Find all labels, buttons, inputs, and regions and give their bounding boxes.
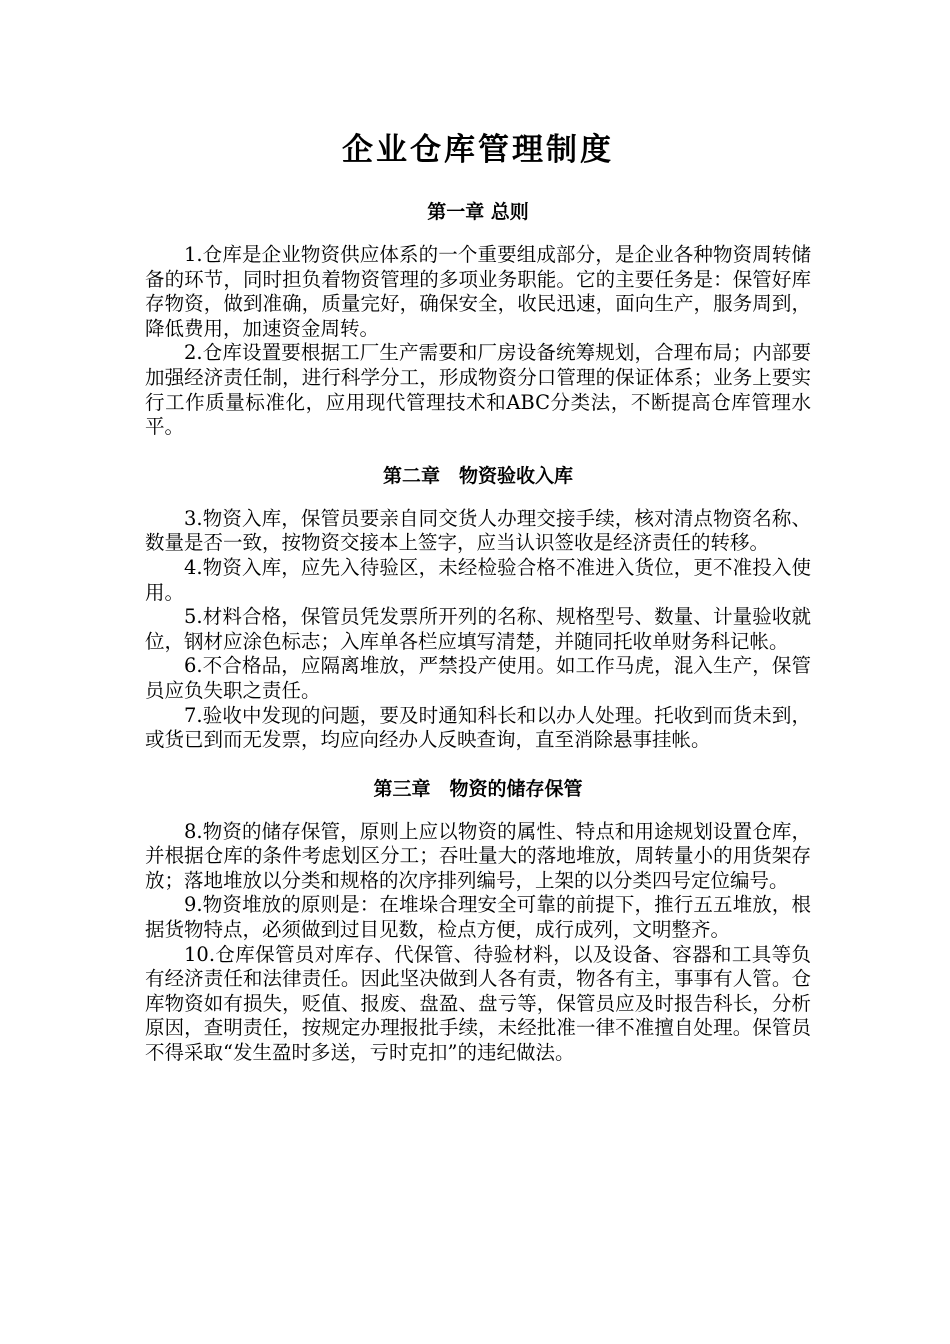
paragraph-2: 2.仓库设置要根据工厂生产需要和厂房设备统筹规划，合理布局；内部要加强经济责任制，进行科学分工，形成物资分口管理的保证体系；业务上要实行工作质量标准化，应用现代管理技术和ABC分类法，不断提高仓库管理水平。 bbox=[145, 341, 811, 439]
chapter-heading: 第二章 物资验收入库 bbox=[382, 464, 573, 487]
paragraph-6: 6.不合格品，应隔离堆放，严禁投产使用。如工作马虎，混入生产，保管员应负失职之责任。 bbox=[145, 654, 811, 702]
paragraph-3: 3.物资入库，保管员要亲自同交货人办理交接手续，核对清点物资名称、数量是否一致，按物资交接本上签字，应当认识签收是经济责任的转移。 bbox=[145, 506, 811, 555]
paragraph-7: 7.验收中发现的问题，要及时通知科长和以办人处理。托收到而货未到，或货已到而无发票，均应向经办人反映查询，直至消除悬事挂帐。 bbox=[145, 703, 811, 752]
paragraph-1: 1.仓库是企业物资供应体系的一个重要组成部分，是企业各种物资周转储备的环节，同时担负着物资管理的多项业务职能。它的主要任务是：保管好库存物资，做到准确，质量完好，确保安全，收民迅速，面向生产，服务周到，降低费用，加速资金周转。 bbox=[145, 243, 811, 340]
chapter-1 bbox=[145, 198, 811, 440]
paragraph-5: 5.材料合格，保管员凭发票所开列的名称、规格型号、数量、计量验收就位，钢材应涂色标志；入库单各栏应填写清楚，并随同托收单财务科记帐。 bbox=[145, 605, 811, 653]
chapter-heading: 第一章 总则 bbox=[427, 201, 529, 223]
paragraph-10: 10.仓库保管员对库存、代保管、待验材料，以及设备、容器和工具等负有经济责任和法律责任。因此坚决做到人各有责，物各有主，事事有人管。仓库物资如有损失，贬值、报废、盘盈、盘亏等，保管员应及时报告科长，分析原因，查明责任，按规定办理报批手续，未经批准一律不准擅自处理。保管员不得采取“发生盈时多送，亏时克扣”的违纪做法。 bbox=[145, 942, 811, 1065]
document-page bbox=[145, 128, 811, 1088]
chapter-heading: 第三章 物资的储存保管 bbox=[373, 777, 583, 800]
document-title: 企业仓库管理制度 bbox=[342, 132, 614, 168]
paragraph-8: 8.物资的储存保管，原则上应以物资的属性、特点和用途规划设置仓库，并根据仓库的条件考虑划区分工；吞吐量大的落地堆放，周转量小的用货架存放；落地堆放以分类和规格的次序排列编号，上架的以分类四号定位编号。 bbox=[145, 819, 811, 892]
chapter-3 bbox=[145, 775, 811, 1066]
chapter-2 bbox=[145, 462, 811, 753]
paragraph-9: 9.物资堆放的原则是：在堆垛合理安全可靠的前提下，推行五五堆放，根据货物特点，必须做到过目见数，检点方便，成行成列，文明整齐。 bbox=[145, 893, 811, 942]
paragraph-4: 4.物资入库，应先入待验区，未经检验合格不准进入货位，更不准投入使用。 bbox=[145, 555, 811, 604]
